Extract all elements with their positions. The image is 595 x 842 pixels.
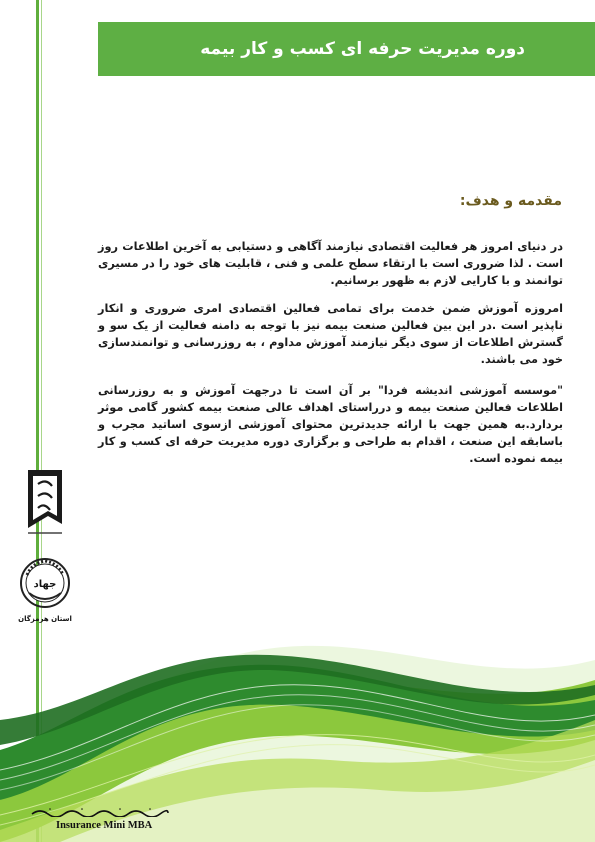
footer-persian-calligraphy	[30, 807, 170, 817]
jahad-province-caption: استان هرمزگان	[18, 615, 72, 623]
title-banner	[98, 22, 595, 76]
page-title: دوره مدیریت حرفه ای کسب و کار بیمه	[200, 39, 525, 59]
footer-english-title: Insurance Mini MBA	[56, 820, 153, 831]
intro-paragraph-1: در دنیای امروز هر فعالیت اقتصادی نیازمند آگاهی و دستیابی به آخرین اطلاعات روز است . لذا ضروری است با ارتقاء سطح علمی و فنی ، قابلیت های خود را در مسیری توانمند و با کارایی لازم به ظهور برسانیم.	[98, 240, 563, 287]
intro-paragraph-2: امروزه آموزش ضمن خدمت برای تمامی فعالین اقتصادی امری ضروری و انکار ناپذیر است .در این بین فعالین صنعت بیمه نیز با توجه به دامنه فعالیت از یک سو و گسترش اطلاعات از سوی دیگر نیازمند آموزش مداوم ، به روزرسانی و توانمندسازی خود می باشند.	[98, 302, 563, 366]
section-heading: مقدمه و هدف:	[459, 193, 562, 209]
jahad-logo-text: جهاد	[33, 579, 57, 590]
intro-paragraph-3: "موسسه آموزشی اندیشه فردا" بر آن است تا درجهت آموزش و به روزرسانی اطلاعات فعالین صنعت بیمه و درراستای اهداف عالی صنعت بیمه کشور گامی موثر بردارد.به همین جهت با ارائه جدیدترین محتوای آموزشی ازسوی اساتید مجرب و باسابقه این صنعت ، اقدام به طراحی و برگزاری دوره مدیریت حرفه ای کسب و کار بیمه نموده است.	[98, 384, 563, 465]
jahad-logo	[16, 555, 74, 627]
andishe-farda-logo	[24, 466, 68, 538]
